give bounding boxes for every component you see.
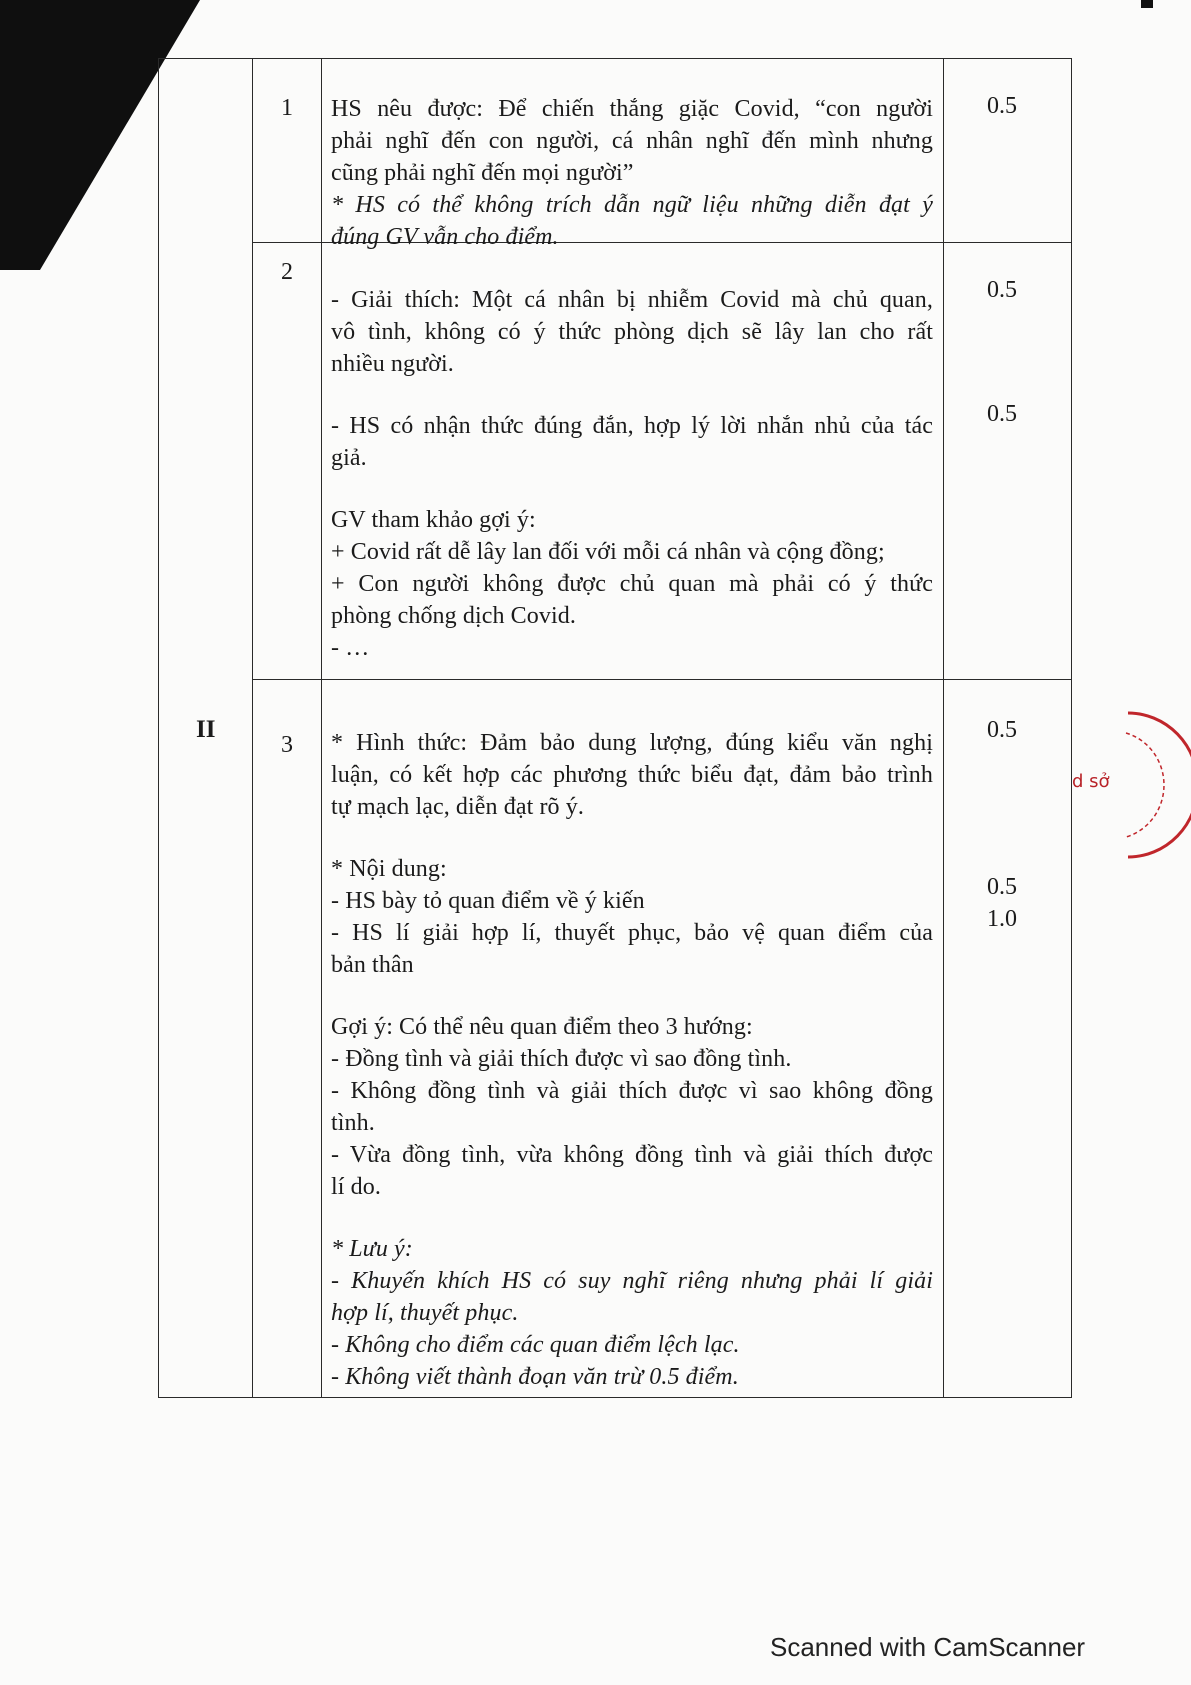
column-divider [943, 59, 944, 1397]
answer-line: - Không cho điểm các quan điểm lệch lạc. [331, 1332, 740, 1358]
score-2a: 0.5 [987, 277, 1017, 303]
answer-content-3 [331, 727, 933, 1393]
answer-line: phải nghĩ đến con người, cá nhân nghĩ đến mình nhưng [331, 128, 933, 154]
scanner-watermark: Scanned with CamScanner [770, 1632, 1086, 1662]
answer-line: lí do. [331, 1174, 381, 1200]
answer-line: - HS có nhận thức đúng đắn, hợp lý lời nhắn nhủ của tác [331, 413, 933, 439]
answer-line: * Lưu ý: [331, 1236, 413, 1262]
answer-line: - Không đồng tình và giải thích được vì sao không đồng [331, 1078, 933, 1104]
score-3c: 1.0 [987, 906, 1017, 932]
answer-line: đúng GV vẫn cho điểm. [331, 224, 559, 250]
answer-line: phòng chống dịch Covid. [331, 603, 576, 629]
answer-line: HS nêu được: Để chiến thắng giặc Covid, “con người [331, 96, 933, 122]
score-1: 0.5 [987, 93, 1017, 119]
answer-line: + Con người không được chủ quan mà phải có ý thức [331, 571, 933, 597]
answer-line: cũng phải nghĩ đến mọi người” [331, 160, 634, 186]
scan-edge-mark [1141, 0, 1153, 8]
answer-line: * HS có thể không trích dẫn ngữ liệu những diễn đạt ý [331, 192, 933, 218]
answer-line: GV tham khảo gợi ý: [331, 507, 536, 533]
answer-line: luận, có kết hợp các phương thức biểu đạt, đảm bảo trình [331, 762, 933, 788]
answer-line: * Hình thức: Đảm bảo dung lượng, đúng kiểu văn nghị [331, 730, 933, 756]
answer-key-table [158, 58, 1072, 1398]
stamp-label: d sở [1072, 771, 1110, 792]
answer-line: - Vừa đồng tình, vừa không đồng tình và giải thích được [331, 1142, 933, 1168]
paragraph-gap [331, 474, 933, 504]
answer-line: hợp lí, thuyết phục. [331, 1300, 519, 1326]
answer-line: + Covid rất dễ lây lan đối với mỗi cá nhân và cộng đồng; [331, 539, 885, 565]
answer-line: - Đồng tình và giải thích được vì sao đồng tình. [331, 1046, 792, 1072]
paragraph-gap [331, 380, 933, 410]
question-number-2: 2 [281, 259, 293, 285]
answer-line: giả. [331, 445, 367, 471]
answer-line: - … [331, 635, 370, 661]
section-number: II [196, 716, 216, 743]
answer-line: tình. [331, 1110, 375, 1136]
column-divider [252, 59, 253, 1397]
red-stamp [1068, 705, 1191, 865]
answer-line: tự mạch lạc, diễn đạt rõ ý. [331, 794, 584, 820]
score-3b: 0.5 [987, 874, 1017, 900]
answer-line: - Giải thích: Một cá nhân bị nhiễm Covid mà chủ quan, [331, 287, 933, 313]
answer-line: nhiều người. [331, 351, 454, 377]
answer-line: * Nội dung: [331, 856, 447, 882]
answer-line: - Không viết thành đoạn văn trừ 0.5 điểm. [331, 1364, 739, 1390]
score-2b: 0.5 [987, 401, 1017, 427]
answer-line: bản thân [331, 952, 414, 978]
answer-line: - HS bày tỏ quan điểm về ý kiến [331, 888, 645, 914]
answer-content-2 [331, 284, 933, 664]
answer-line: vô tình, không có ý thức phòng dịch sẽ lây lan cho rất [331, 319, 933, 345]
question-number-3: 3 [281, 732, 293, 758]
answer-line: - HS lí giải hợp lí, thuyết phục, bảo vệ quan điểm của [331, 920, 933, 946]
answer-line: - Khuyến khích HS có suy nghĩ riêng nhưng phải lí giải [331, 1268, 933, 1294]
paragraph-gap [331, 981, 933, 1011]
row-divider [252, 679, 1071, 680]
answer-content-1 [331, 93, 933, 253]
answer-line: Gợi ý: Có thể nêu quan điểm theo 3 hướng: [331, 1014, 753, 1040]
question-number-1: 1 [281, 95, 293, 121]
paragraph-gap [331, 1203, 933, 1233]
paragraph-gap [331, 823, 933, 853]
column-divider [321, 59, 322, 1397]
score-3a: 0.5 [987, 717, 1017, 743]
